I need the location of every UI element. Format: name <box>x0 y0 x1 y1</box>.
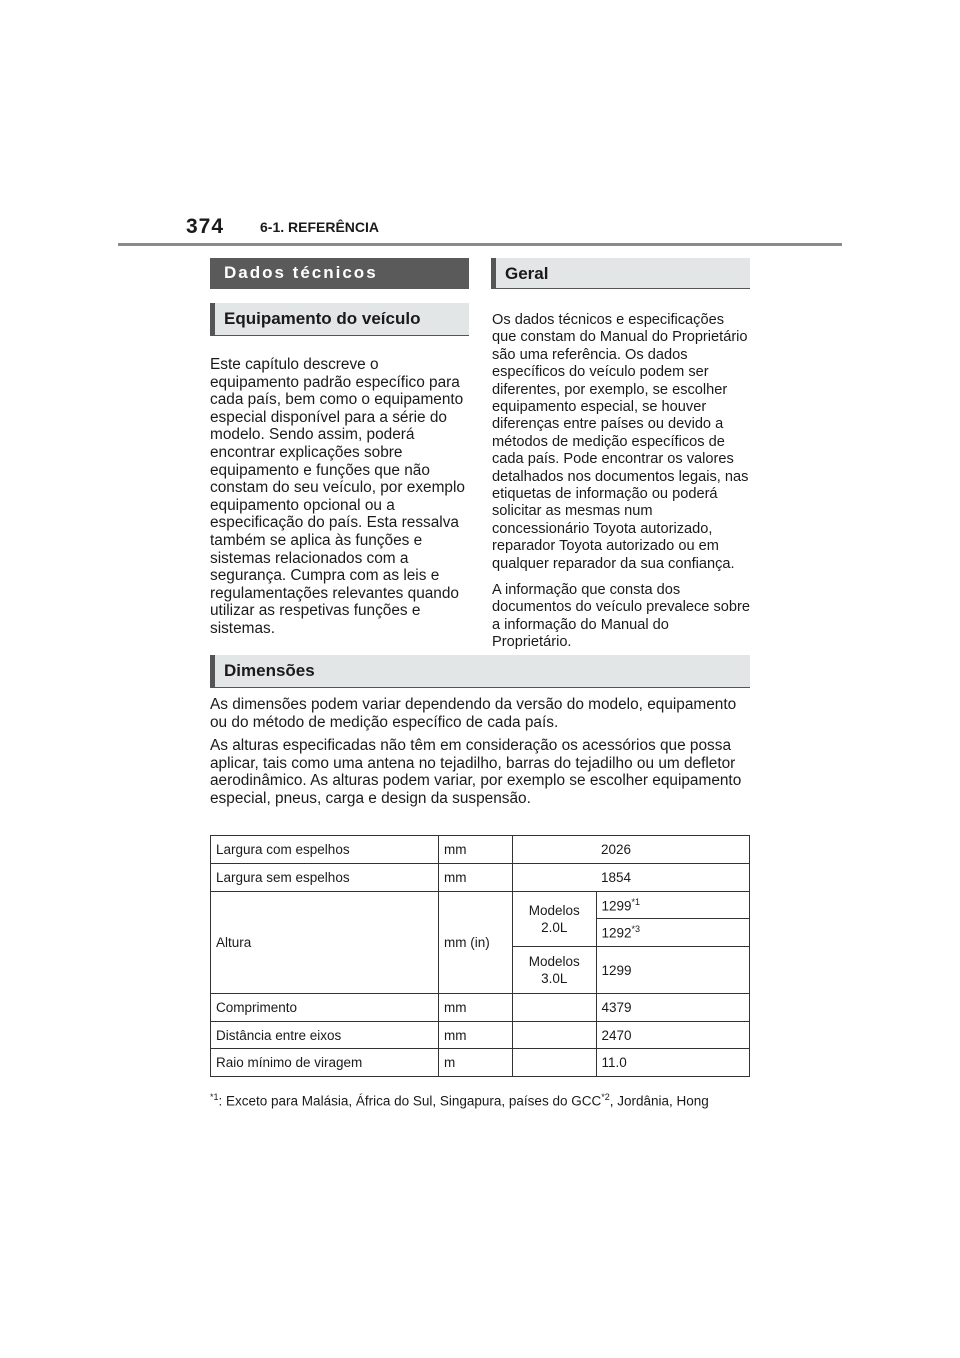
row-value: 2026 <box>596 836 750 864</box>
row-label: Distância entre eixos <box>211 1022 439 1049</box>
table-row-altura <box>211 892 750 919</box>
model-2-0l-line1: Modelos <box>528 903 580 918</box>
row-value: 4379 <box>596 994 750 1022</box>
heading-equipamento-veiculo: Equipamento do veículo <box>210 303 469 336</box>
row-unit: mm <box>439 1022 513 1049</box>
row-value: 11.0 <box>596 1049 750 1077</box>
heading-dados-tecnicos: Dados técnicos <box>210 258 469 289</box>
page-number: 374 <box>186 215 225 238</box>
height-value-cell <box>596 919 750 947</box>
footnote-marker: *1 <box>210 1092 219 1102</box>
dimensions-table <box>210 835 750 1077</box>
geral-paragraph-1: Os dados técnicos e especificações que constam do Manual do Proprietário são uma referência. Os dados específicos do veículo podem ser diferentes, por exemplo, se escolher equipamento especial, se houver diferenças entre países ou devido a métodos de medição específicos de cada país. Pode encontrar os valores detalhados nos documentos legais, nas etiquetas de informação ou poderá solicitar as mesmas num concessionário Toyota autorizado, reparador Toyota autorizado ou em qualquer reparador da sua confiança. <box>492 312 749 572</box>
footnote-marker: *2 <box>601 1092 610 1102</box>
row-label-altura: Altura <box>211 892 439 994</box>
footnote-marker: *3 <box>631 924 641 935</box>
footnote-text: : Exceto para Malásia, África do Sul, Singapura, países do GCC <box>218 1093 602 1109</box>
section-reference: 6-1. REFERÊNCIA <box>260 219 380 235</box>
dimensoes-paragraph-2: As alturas especificadas não têm em consideração os acessórios que possa aplicar, tais como uma antena no tejadilho, barras do tejadilho ou um defletor aerodinâmico. As alturas podem variar, por exemplo se escolher equipamento especial, pneus, carga e design da suspensão. <box>210 737 742 807</box>
row-unit: mm <box>439 994 513 1022</box>
dimensoes-paragraph-1: As dimensões podem variar dependendo da versão do modelo, equipamento ou do método de medição específico de cada país. <box>210 696 737 731</box>
height-value-cell <box>596 892 750 919</box>
row-unit: mm <box>439 836 513 864</box>
header-divider <box>118 243 842 246</box>
model-3-0l-line1: Modelos <box>528 954 580 969</box>
footnote-marker: *1 <box>631 896 641 907</box>
row-unit: mm <box>439 864 513 892</box>
row-spacer <box>513 1022 597 1049</box>
row-label: Largura com espelhos <box>211 836 439 864</box>
heading-geral: Geral <box>491 258 750 289</box>
height-value: 1299 <box>596 947 750 994</box>
table-row <box>211 864 750 892</box>
row-spacer <box>513 836 597 864</box>
geral-paragraph-2: A informação que consta dos documentos do veículo prevalece sobre a informação do Manual do Proprietário. <box>492 582 750 651</box>
row-label: Largura sem espelhos <box>211 864 439 892</box>
model-2-0l-cell <box>513 892 597 947</box>
row-value: 2470 <box>596 1022 750 1049</box>
row-unit: m <box>439 1049 513 1077</box>
model-2-0l-line2: 2.0L <box>541 920 568 935</box>
row-value: 1854 <box>596 864 750 892</box>
model-3-0l-cell <box>513 947 597 994</box>
row-label: Raio mínimo de viragem <box>211 1049 439 1077</box>
model-3-0l-line2: 3.0L <box>541 971 568 986</box>
table-row <box>211 1022 750 1049</box>
heading-dimensoes: Dimensões <box>210 655 750 688</box>
row-label: Comprimento <box>211 994 439 1022</box>
footnote <box>210 1092 709 1109</box>
row-spacer <box>513 994 597 1022</box>
table-row <box>211 994 750 1022</box>
height-value: 1299 <box>601 898 632 914</box>
row-unit-altura: mm (in) <box>439 892 513 994</box>
table-row <box>211 1049 750 1077</box>
footnote-text: , Jordânia, Hong <box>609 1093 709 1109</box>
table-row <box>211 836 750 864</box>
equipamento-paragraph: Este capítulo descreve o equipamento padrão específico para cada país, bem como o equipamento especial disponível para a série do modelo. Sendo assim, poderá encontrar explicações sobre equipamento e funções que não constam do seu veículo, por exemplo equipamento opcional ou a especificação do país. Esta ressalva também se aplica às funções e sistemas relacionados com a segurança. Cumpra com as leis e regulamentações relevantes quando utilizar as respetivas funções e sistemas. <box>210 356 465 637</box>
row-spacer <box>513 864 597 892</box>
row-spacer <box>513 1049 597 1077</box>
height-value: 1292 <box>601 925 632 941</box>
